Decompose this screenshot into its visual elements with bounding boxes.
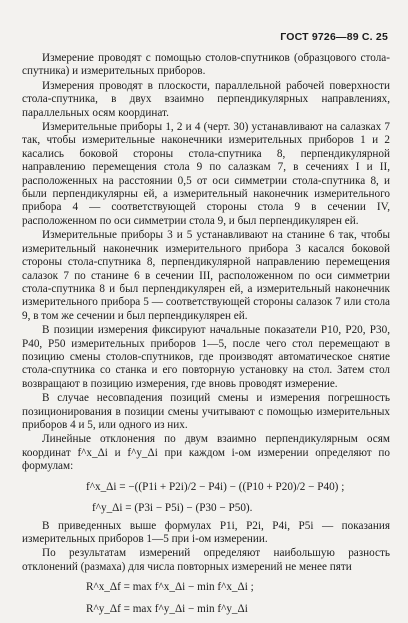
paragraph: В позиции измерения фиксируют начальные показатели P10, P20, P30, P40, P50 измерительных приборов 1—5, после чего стол перемещают в позицию смены столов-спутников, где производят автоматическое снятие стола-спутника со станка и его повторную установку на стол. Затем стол возвращают в позицию измерения, где вновь проводят измерение. (22, 324, 390, 390)
formula-fx: f^x_Δi = −((P1i + P2i)/2 − P4i) − ((P10 + P20)/2 − P40) ; (86, 480, 345, 493)
paragraph: Измерение проводят с помощью столов-спутников (образцового стола-спутника) и измерительных приборов. (22, 52, 390, 78)
paragraph: Измерения проводят в плоскости, параллельной рабочей поверхности стола-спутника, в двух взаимно перпендикулярных направлениях, параллельных осям координат. (22, 79, 390, 119)
formula-ry: R^y_Δf = max f^y_Δi − min f^y_Δi (86, 603, 248, 616)
paragraph: Измерительные приборы 1, 2 и 4 (черт. 30) устанавливают на салазках 7 так, чтобы измерительные наконечники измерительных приборов 1 и 2 касались боковой стороны стола-спутника 8, перпендикулярной направлению перемещения стола 9 по салазкам 7, в сечениях I и II, расположенных на расстоянии 0,5 от оси симметрии стола-спутника 8, и были перпендикулярны ей, а измерительный наконечник измерительного прибора 4 — соответствующей стороны стола 9 в сечении IV, расположенном по оси симметрии стола 9, и был перпендикулярен ей. (22, 121, 390, 227)
body-text (22, 52, 390, 621)
page-header: ГОСТ 9726—89 С. 25 (280, 31, 388, 43)
formula-rx: R^x_Δf = max f^x_Δi − min f^x_Δi ; (86, 581, 254, 594)
paragraph: В случае несовпадения позиций смены и измерения погрешность позиционирования в позиции смены учитывают с помощью измерительных приборов 4 и 5, или одного из них. (22, 392, 390, 431)
paragraph: Линейные отклонения по двум взаимно перпендикулярным осям координат f^x_Δi и f^y_Δi при каждом i-ом измерении определяют по формулам: (22, 433, 390, 473)
paragraph: По результатам измерений определяют наибольшую разность отклонений (размаха) для числа повторных измерений не менее пяти (22, 547, 390, 573)
paragraph: Измерительные приборы 3 и 5 устанавливают на станине 6 так, чтобы измерительный наконечник измерительного прибора 3 касался боковой стороны стола-спутника 8, перпендикулярной направлению перемещения салазок 7 по станине 6 в сечении III, расположенном по оси симметрии стола-спутника 8 и был перпендикулярен ей, а измерительный наконечник измерительного прибора 5 — соответствующей стороны салазок 7 или стола 9, в том же сечении и был перпендикулярен ей. (22, 229, 390, 322)
paragraph: В приведенных выше формулах P1i, P2i, P4i, P5i — показания измерительных приборов 1—5 при i-ом измерении. (22, 519, 390, 545)
formula-fy: f^y_Δi = (P3i − P5i) − (P30 − P50). (92, 501, 253, 514)
